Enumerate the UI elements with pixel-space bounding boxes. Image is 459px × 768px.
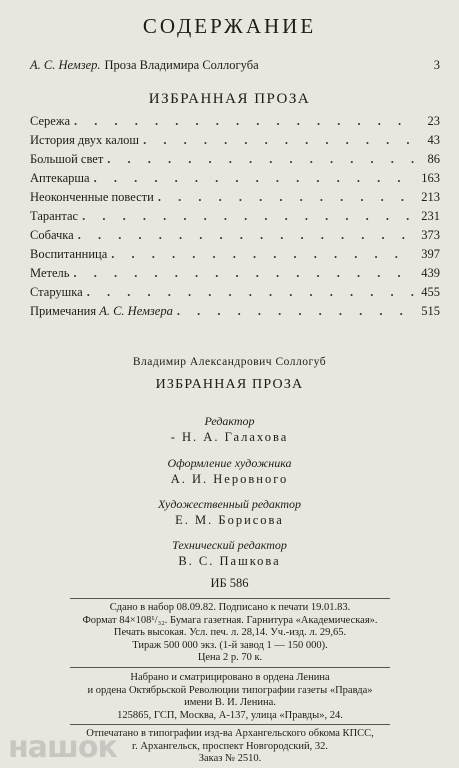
credit-role: Художественный редактор [157,497,302,511]
printing-line: г. Архангельск, проспект Новгородский, 32. [132,740,328,752]
toc-entry-page: 43 [427,133,440,147]
toc-entry-page: 515 [421,304,440,318]
print-data-line: Формат 84×108¹/₃₂. Бумага газетная. Гарнитура «Академическая». [82,614,378,626]
intro-entry [30,58,440,73]
toc-entry [30,209,440,228]
intro-author: А. С. Немзер. [30,58,101,72]
toc-entry-title: Собачка [30,228,74,242]
credit-role: Оформление художника [167,456,292,470]
divider [70,667,390,668]
toc-entry [30,247,440,266]
typesetting-line: имени В. И. Ленина. [184,697,276,708]
credit-name: Е. М. Борисова [175,513,284,527]
toc-entry [30,114,440,133]
typesetting-line: и ордена Октябрьской Революции типографии газеты «Правда» [87,684,373,696]
typesetting-line: Набрано и сматрицировано в ордена Ленина [130,672,330,683]
toc-entry-page: 373 [421,228,440,242]
toc-entry-title: Тарантас [30,209,79,223]
credit-name: - Н. А. Галахова [170,430,289,444]
watermark: нашок [8,730,117,765]
toc-entry-title: Неоконченные повести [30,190,154,204]
typesetting-block [30,672,430,722]
credit-name: А. И. Неровного [170,472,289,486]
credit-role: Редактор [204,414,255,428]
toc-entry [30,171,440,190]
toc-entry [30,152,440,171]
toc-entry-title: Воспитанница [30,247,108,261]
toc-entry [30,285,440,304]
toc-entry-page: 397 [421,247,440,261]
toc-entry-title: Метель [30,266,70,280]
print-data-line: Печать высокая. Усл. печ. л. 28,14. Уч.-изд. л. 29,65. [113,627,347,638]
toc-entry [30,304,440,323]
contents-heading: СОДЕРЖАНИЕ [142,14,317,38]
toc-entry-title: Аптекарша [30,171,90,185]
printing-line: Отпечатано в типографии изд-ва Архангельского обкома КПСС, [86,728,374,739]
intro-title: Проза Владимира Соллогуба [104,58,259,72]
toc-entry-page: 439 [421,266,440,280]
credit-role: Технический редактор [172,538,287,552]
print-data-line: Тираж 500 000 экз. (1-й завод 1 — 150 000). [132,639,328,651]
printing-line: Заказ № 2510. [198,753,262,764]
toc-list [30,114,440,323]
toc-entry [30,228,440,247]
toc-entry-author: А. С. Немзера [99,304,173,318]
toc-entry-page: 455 [421,285,440,299]
print-data-line: Цена 2 р. 70 к. [197,652,263,663]
print-data-block [30,602,430,665]
toc-entry-title: Примечания А. С. Немзера [30,304,173,318]
ib-number: ИБ 586 [210,576,249,590]
print-data-line: Сдано в набор 08.09.82. Подписано к печати 19.01.83. [109,602,351,613]
toc-entry-title: Большой свет [30,152,104,166]
section-heading: ИЗБРАННАЯ ПРОЗА [148,91,311,107]
book-author: Владимир Александрович Соллогуб [132,356,327,368]
toc-entry [30,266,440,285]
toc-entry-title: История двух калош [30,133,140,147]
typesetting-line: 125865, ГСП, Москва, А-137, улица «Правды», 24. [117,709,343,721]
toc-entry-page: 86 [427,152,440,166]
toc-entry-page: 23 [427,114,440,128]
toc-entry [30,190,440,209]
toc-entry-title: Сережа [30,114,71,128]
divider [70,598,390,599]
credit-name: В. С. Пашкова [178,554,281,568]
toc-entry [30,133,440,152]
toc-entry-page: 213 [421,190,440,204]
book-title: ИЗБРАННАЯ ПРОЗА [155,377,304,392]
divider [70,724,390,725]
toc-entry-page: 163 [421,171,440,185]
intro-page: 3 [433,58,440,72]
toc-entry-title: Старушка [30,285,83,299]
toc-entry-page: 231 [421,209,440,223]
